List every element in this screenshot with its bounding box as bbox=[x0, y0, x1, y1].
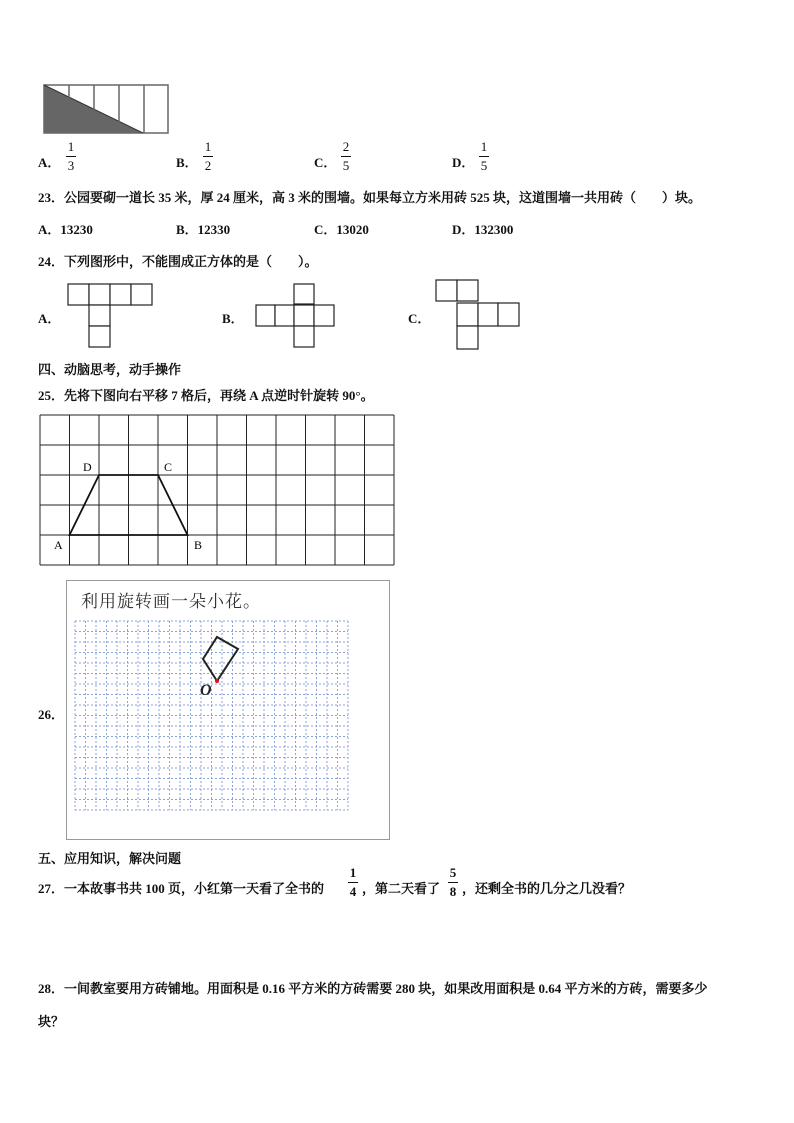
q23-question-text: 23．公园要砌一道长 35 米，厚 24 厘米，高 3 米的围墙。如果每立方米用砖 525 块，这道围墙一共用砖（ ）块。 bbox=[38, 190, 702, 205]
q23-option-d[interactable]: D．132300 bbox=[452, 222, 514, 237]
q24-option-b-label[interactable]: B． bbox=[222, 311, 244, 326]
q25-grid-figure bbox=[40, 415, 395, 567]
q23-option-a[interactable]: A．13230 bbox=[38, 222, 93, 237]
q28-text-line1: 28．一间教室要用方砖铺地。用面积是 0.16 平方米的方砖需要 280 块，如果改用面积是 0.64 平方米的方砖，需要多少 bbox=[38, 981, 708, 996]
q22-option-a-fraction: 1 3 bbox=[67, 139, 75, 173]
q25-question-text: 25．先将下图向右平移 7 格后，再绕 A 点逆时针旋转 90°。 bbox=[38, 388, 374, 403]
q23-option-c[interactable]: C．13020 bbox=[314, 222, 369, 237]
q22-option-d-fraction: 1 5 bbox=[480, 139, 488, 173]
q28-text-line2: 块？ bbox=[38, 1014, 65, 1029]
q22-option-c-label: C． bbox=[314, 155, 337, 170]
q22-option-b-label: B． bbox=[176, 155, 198, 170]
q25-point-d-label: D bbox=[83, 460, 92, 474]
q23-option-b[interactable]: B．12330 bbox=[176, 222, 231, 237]
q24-question-text: 24．下列图形中，不能围成正方体的是（ ）。 bbox=[38, 254, 318, 269]
q26-number: 26． bbox=[38, 707, 65, 722]
q22-option-d-label: D． bbox=[452, 155, 475, 170]
q27-text-part3: ，还剩全书的几分之几没看？ bbox=[462, 881, 632, 896]
q26-image-title: 利用旋转画一朵小花。 bbox=[81, 592, 261, 612]
q26-dotted-grid bbox=[75, 621, 360, 821]
q22-option-a-label: A． bbox=[38, 155, 61, 170]
q24-option-a-net-figure bbox=[68, 284, 154, 350]
q26-image-panel bbox=[66, 580, 390, 840]
q24-option-c-net-figure bbox=[436, 280, 522, 352]
q25-point-b-label: B bbox=[194, 538, 203, 552]
q22-option-c-fraction: 2 5 bbox=[342, 139, 350, 173]
q24-option-c-label[interactable]: C． bbox=[408, 311, 431, 326]
q26-point-o bbox=[215, 679, 219, 683]
section-4-heading: 四、动脑思考，动手操作 bbox=[38, 362, 182, 377]
q27-text-part2: ，第二天看了 bbox=[362, 881, 441, 896]
q25-point-a-label: A bbox=[54, 538, 63, 552]
q22-option-b-fraction: 1 2 bbox=[204, 139, 212, 173]
q24-option-b-net-figure bbox=[256, 284, 342, 350]
q25-point-c-label: C bbox=[164, 460, 173, 474]
q26-point-o-label: O bbox=[200, 682, 212, 699]
section-5-heading: 五、应用知识，解决问题 bbox=[38, 851, 182, 866]
q27-fraction-1: 1 4 bbox=[349, 865, 357, 899]
q27-fraction-2: 5 8 bbox=[449, 865, 457, 899]
q24-option-a-label[interactable]: A． bbox=[38, 311, 61, 326]
q27-text-part1: 27．一本故事书共 100 页，小红第一天看了全书的 bbox=[38, 881, 325, 896]
q22-shaded-strip-figure bbox=[43, 84, 171, 136]
